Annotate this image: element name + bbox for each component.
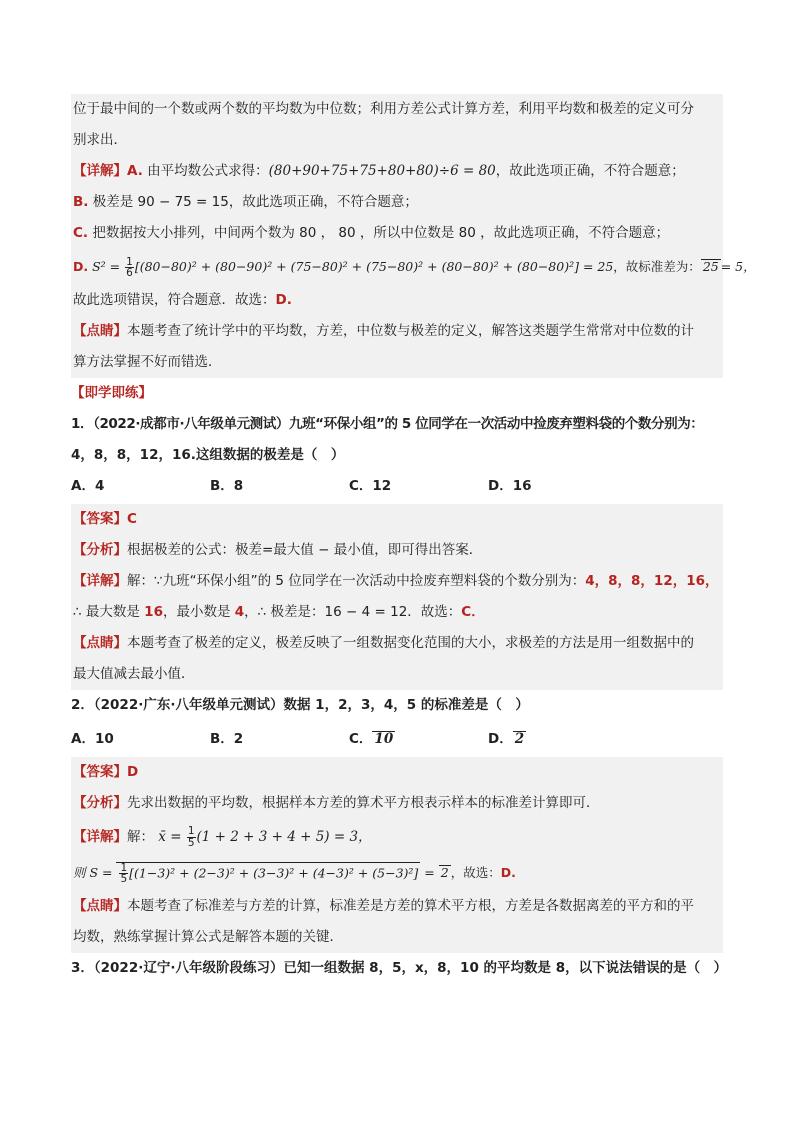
q2-detail-label: 解： (127, 829, 154, 845)
variance-symbol: S² = (92, 259, 121, 274)
comment-tag: 【点睛】 (73, 635, 127, 651)
q1-detail-range: ，∴ 极差是：16 − 4 = 12．故选： (244, 604, 462, 620)
q2-option-b[interactable]: B．2 (210, 731, 244, 747)
q1-answer-line (73, 504, 723, 535)
answer-tag: 【答案】 (73, 764, 127, 780)
q1-min: 4 (234, 604, 245, 620)
analysis-tag: 【分析】 (73, 795, 127, 811)
answer-tag: 【答案】 (73, 511, 127, 527)
option-c-text: 把数据按大小排列，中间两个数为 80 ， 80 ，所以中位数是 80 ，故此选项正确，不符合题意； (92, 225, 670, 241)
option-d-label: D. (73, 259, 89, 274)
q1-detail-line-1 (73, 566, 723, 597)
option-a-conclusion: ，故此选项正确，不符合题意； (495, 163, 685, 179)
q2-options (71, 721, 723, 757)
q1-comment-line-2: 最大值减去最小值． (73, 666, 195, 682)
q1-options (71, 471, 723, 502)
q2-option-c[interactable]: C． 10 (349, 731, 394, 747)
std-result: = 5， (720, 259, 756, 274)
comment-tag: 【点睛】 (73, 898, 127, 914)
detail-d-line (73, 249, 756, 285)
detail-c-line (73, 218, 723, 249)
q1-analysis-line (73, 535, 723, 566)
q1-option-c[interactable]: C．12 (349, 478, 392, 494)
detail-tag: 【详解】 (73, 829, 127, 845)
option-b-text: 极差是 90 − 75 = 15，故此选项正确，不符合题意； (92, 194, 418, 210)
intro-line-1: 位于最中间的一个数或两个数的平均数为中位数；利用方差公式计算方差，利用平均数和极差的定义可分 (73, 101, 694, 117)
q2-comment-text: 本题考查了标准差与方差的计算，标准差是方差的算术平方根，方差是各数据离差的平方和的平 (127, 898, 694, 914)
mean-symbol: x̄ = (158, 829, 182, 845)
q1-option-d[interactable]: D．16 (488, 478, 532, 494)
option-d-mid-text: ，故标准差为： (613, 259, 701, 274)
detail-d-line-2 (73, 285, 723, 316)
option-d-conclusion: 故此选项错误，符合题意．故选： (73, 292, 276, 308)
comment-line-1 (73, 316, 723, 347)
q2-detail-conclusion: ，故选： (450, 865, 501, 880)
q1-stem-line-1: 1．（2022·成都市·八年级单元测试）九班“环保小组”的 5 位同学在一次活动中捡废弃塑料袋的个数分别为： (71, 416, 704, 432)
q1-comment-text: 本题考查了极差的定义，极差反映了一组数据变化范围的大小，求极差的方法是用一组数据中的 (127, 635, 694, 651)
mean-formula: (80+90+75+75+80+80)÷6 = 80 (268, 163, 496, 179)
detail-b-line (73, 187, 723, 218)
one-fifth-fraction-2: $\frac{1}{5}$ (120, 861, 128, 885)
practice-heading: 【即学即练】 (71, 385, 152, 401)
final-answer: D. (275, 292, 292, 308)
q1-final-answer: C． (461, 604, 485, 620)
q2-option-d[interactable]: D． 2 (488, 731, 525, 747)
detail-tag: 【详解】 (73, 573, 127, 589)
sqrt-25: 25 (702, 259, 719, 274)
q2-stem-line: 2．（2022·广东·八年级单元测试）数据 1，2，3，4，5 的标准差是（ ） (71, 697, 529, 713)
q2-detail-line-2 (73, 855, 723, 891)
q2-solution (71, 757, 723, 953)
q2-analysis-line (73, 788, 723, 819)
comment-text-1: 本题考查了统计学中的平均数，方差，中位数与极差的定义，解答这类题学生常常对中位数的计 (127, 323, 694, 339)
q1-detail-line-2 (73, 597, 723, 628)
variance-formula: [(80−80)² + (80−90)² + (75−80)² + (75−80)² + (80−80)² + (80−80)²] = 25 (134, 259, 614, 274)
q2-comment-line-2: 均数，熟练掌握计算公式是解答本题的关键． (73, 929, 343, 945)
q1-option-a[interactable]: A．4 (71, 478, 105, 494)
q1-detail-max-label: ∴ 最大数是 (73, 604, 145, 620)
analysis-tag: 【分析】 (73, 542, 127, 558)
solution-block-1 (71, 94, 756, 378)
option-b-label: B. (73, 194, 89, 210)
q1-max: 16 (144, 604, 163, 620)
q3-stem-line: 3．（2022·辽宁·八年级阶段练习）已知一组数据 8，5，x，8，10 的平均数是 8，以下说法错误的是（ ） (71, 960, 728, 976)
q1-solution (71, 504, 723, 690)
comment-tag: 【点睛】 (73, 323, 127, 339)
option-a-text: 由平均数公式求得： (147, 163, 269, 179)
option-c-label: C. (73, 225, 89, 241)
intro-line-2: 别求出． (73, 132, 127, 148)
sqrt-2: 2 (514, 731, 525, 747)
q2-option-a[interactable]: A．10 (71, 731, 114, 747)
q1-answer: C (127, 511, 137, 527)
q2-comment-line-1 (73, 891, 723, 922)
q2-std-root (116, 862, 420, 885)
detail-tag: 【详解】 (73, 163, 127, 179)
q1-detail-min-label: ，最小数是 (162, 604, 235, 620)
detail-a-line (73, 156, 723, 187)
q1-detail-text: 解：∵九班“环保小组”的 5 位同学在一次活动中捡废弃塑料袋的个数分别为： (127, 573, 586, 589)
q1-comment-line-1 (73, 628, 723, 659)
q2-mean-formula: (1 + 2 + 3 + 4 + 5) = 3， (196, 829, 372, 845)
q2-answer-line (73, 757, 723, 788)
sqrt-10: 10 (374, 731, 394, 747)
q2-equals: = (424, 865, 435, 880)
document-content (71, 94, 756, 984)
q2-detail-line-1 (73, 819, 723, 855)
one-sixth-fraction: $\frac{1}{6}$ (126, 255, 133, 279)
q1-detail-values: 4，8，8，12，16， (585, 573, 719, 589)
comment-line-2: 算方法掌握不好而错选． (73, 354, 222, 370)
q2-analysis: 先求出数据的平均数，根据样本方差的算术平方根表示样本的标准差计算即可． (127, 795, 600, 811)
q1-stem-line-2: 4，8，8，12，16.这组数据的极差是（ ） (71, 447, 345, 463)
std-symbol: 则 S = (73, 865, 113, 880)
q2-variance-terms: [(1−3)² + (2−3)² + (3−3)² + (4−3)² + (5−3)²] (129, 865, 419, 880)
sqrt-2-result: 2 (440, 865, 449, 880)
q2-final-answer: D. (500, 865, 516, 880)
option-a-label: A. (127, 163, 143, 179)
q1-option-b[interactable]: B．8 (210, 478, 244, 494)
one-fifth-fraction: $\frac{1}{5}$ (187, 825, 195, 849)
q1-analysis: 根据极差的公式：极差=最大值 − 最小值，即可得出答案． (127, 542, 483, 558)
q2-answer: D (127, 764, 139, 780)
